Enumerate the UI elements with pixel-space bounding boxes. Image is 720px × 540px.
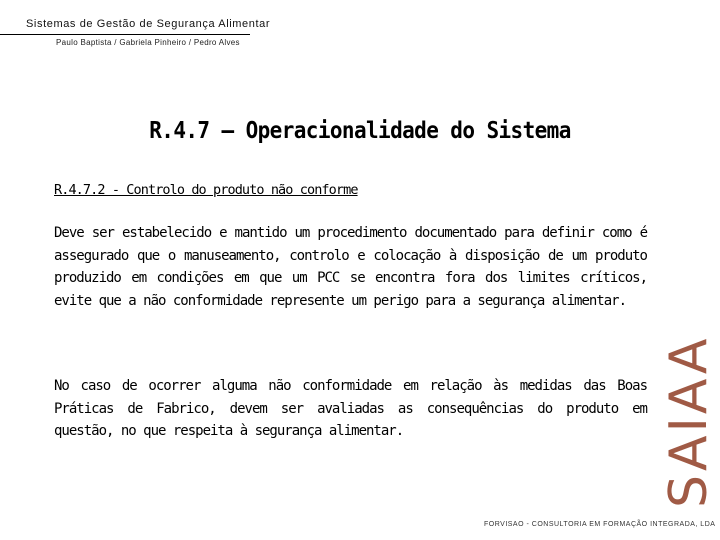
section-subtitle: R.4.7.2 - Controlo do produto não conforme [54, 182, 358, 198]
paragraph-procedure: Deve ser estabelecido e mantido um procedimento documentado para definir como é assegurado que o manuseamento, controlo e colocação à disposição de um produto produzido em condições em que um PCC se encontra fora dos limites críticos, evite que a não conformidade represente um perigo para a segurança alimentar. [54, 225, 647, 309]
header-title: Sistemas de Gestão de Segurança Alimentar [26, 18, 271, 30]
header-divider [0, 34, 250, 35]
slide-title: R.4.7 – Operacionalidade do Sistema [149, 116, 571, 144]
header-authors: Paulo Baptista / Gabriela Pinheiro / Pedro Alves [56, 38, 240, 47]
footer-company: FORVISAO - CONSULTORIA EM FORMAÇÃO INTEGRADA, LDA [484, 521, 716, 528]
saiaa-logo: SAIAA [659, 335, 719, 508]
paragraph-good-practices: No caso de ocorrer alguma não conformidade em relação às medidas das Boas Práticas de Fabrico, devem ser avaliadas as consequências do produto em questão, no que respeita à segurança alimentar. [54, 378, 647, 439]
